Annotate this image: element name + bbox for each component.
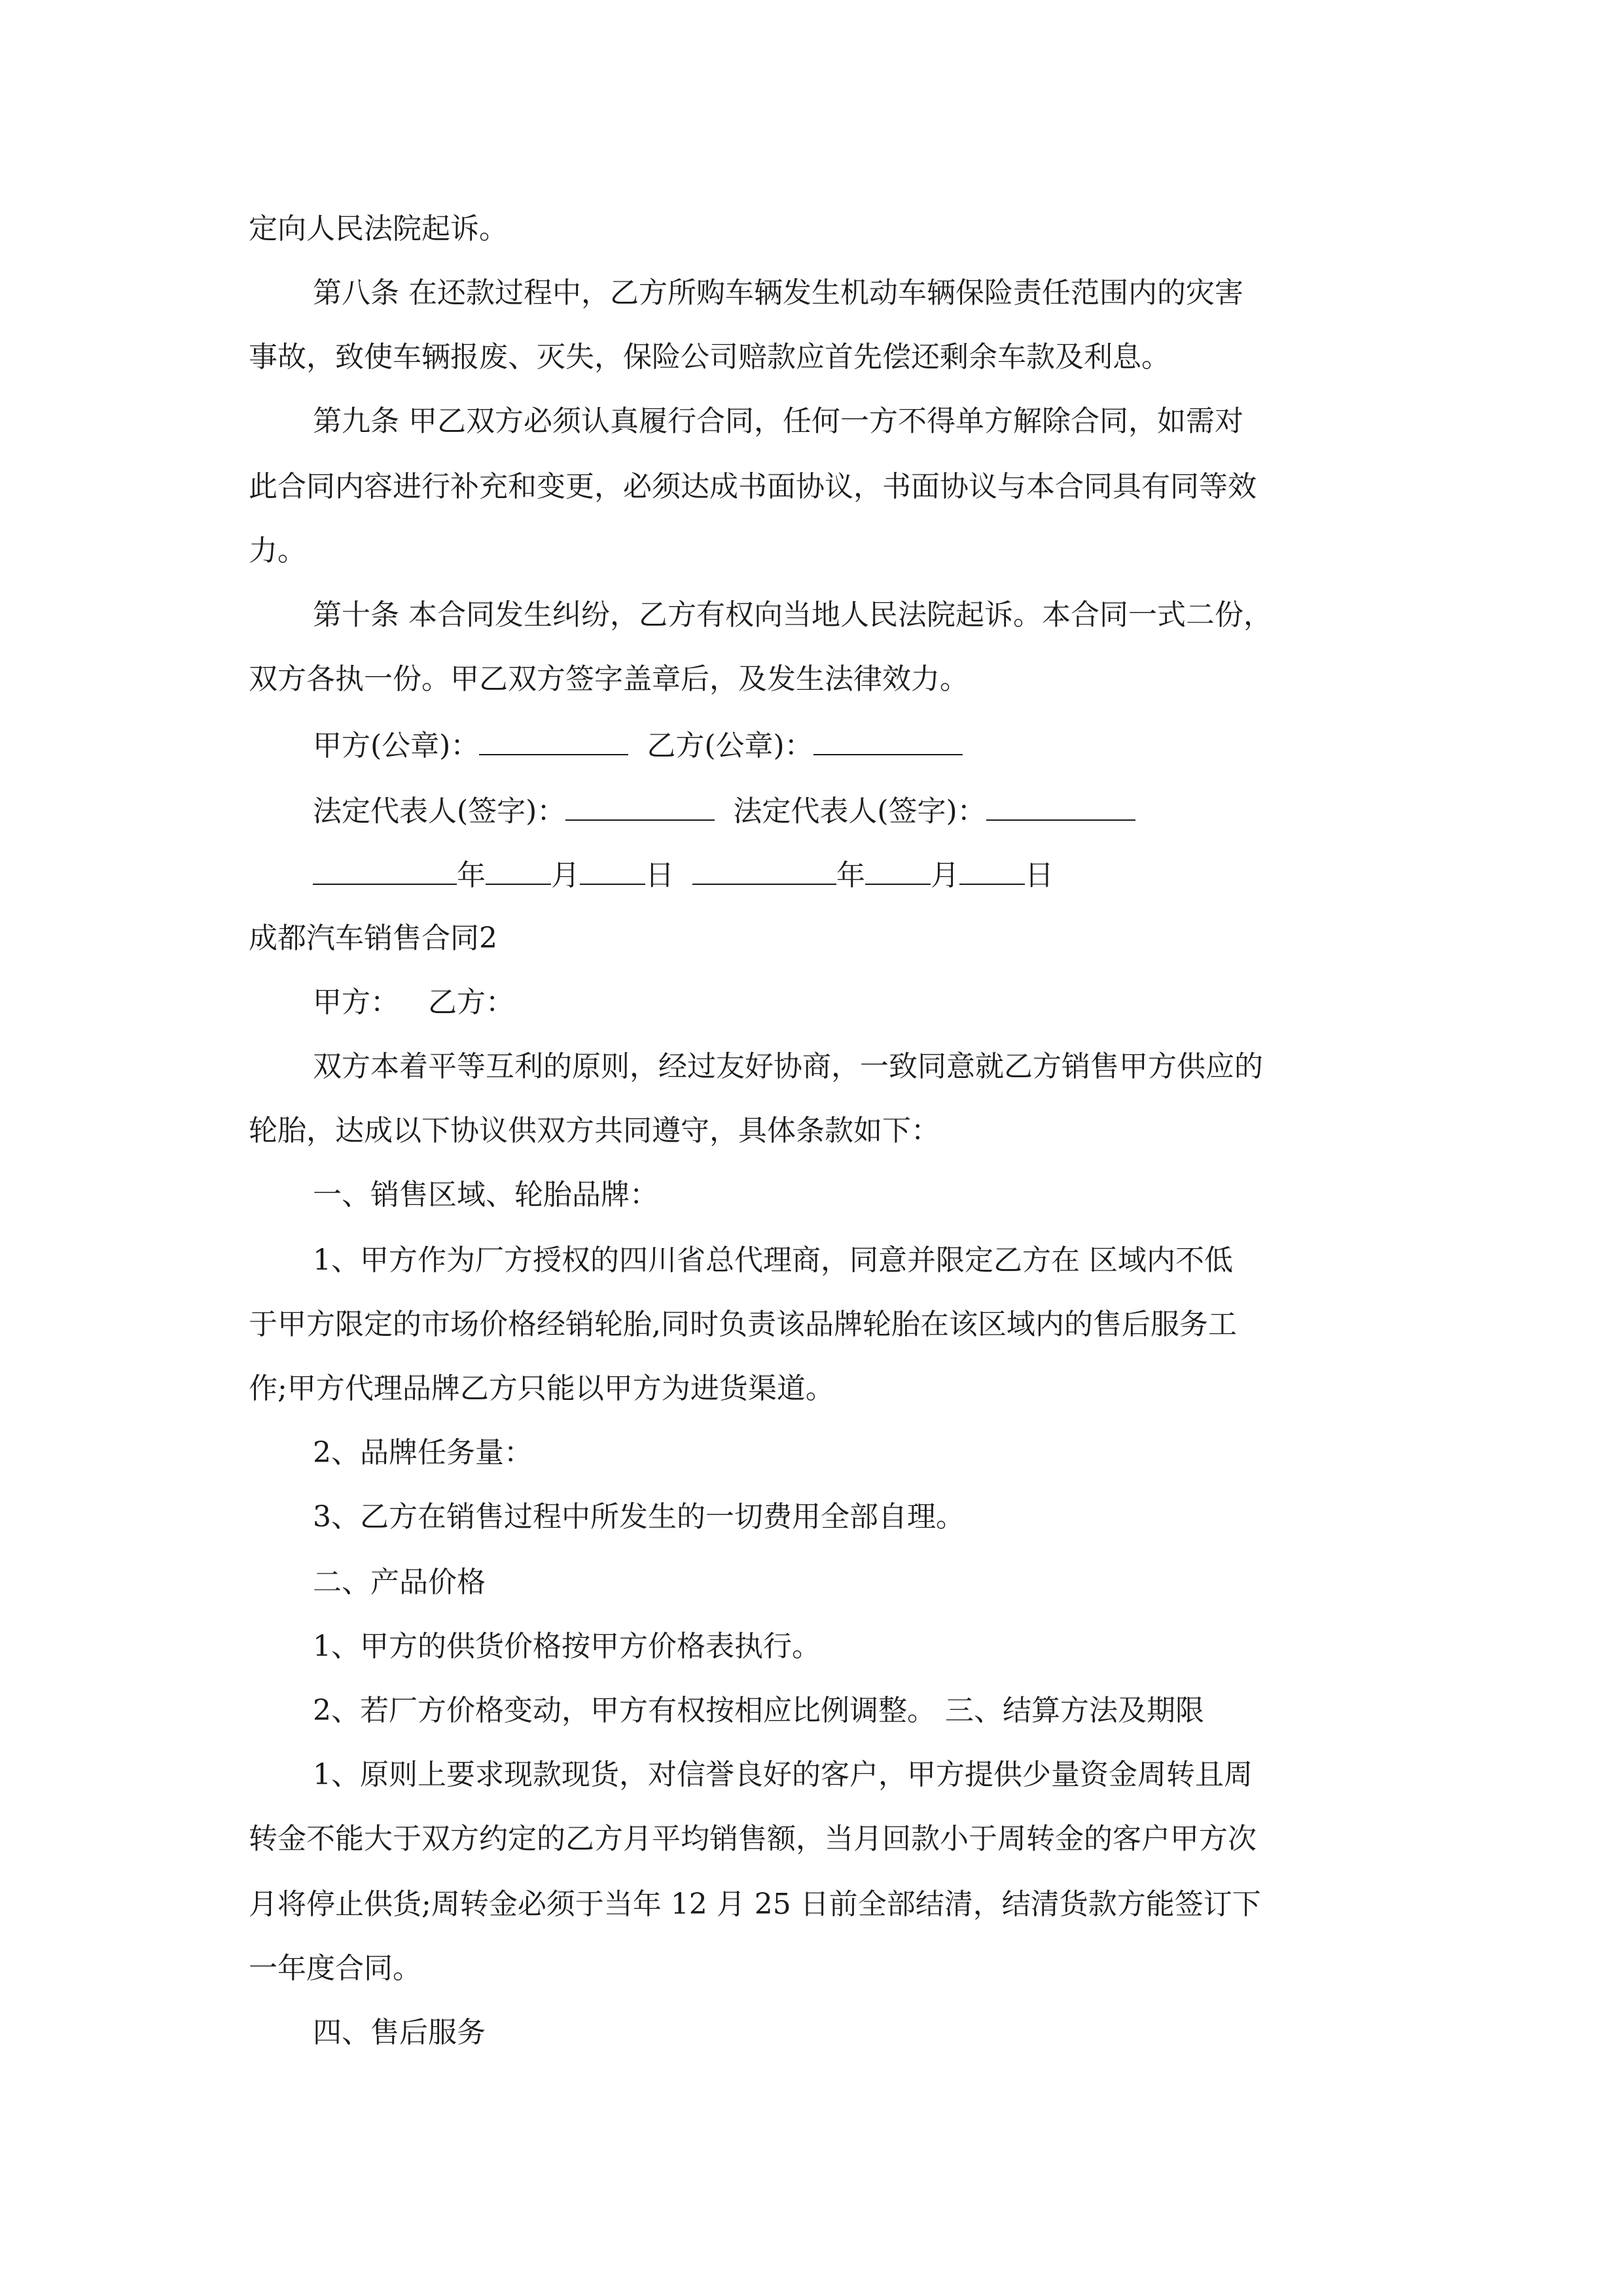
rep-b-blank xyxy=(986,791,1135,821)
text-line: 此合同内容进行补充和变更，必须达成书面协议，书面协议与本合同具有同等效 xyxy=(249,470,1257,503)
text-line: 2、若厂方价格变动，甲方有权按相应比例调整。 三、结算方法及期限 xyxy=(313,1694,1204,1727)
month-b-blank xyxy=(865,855,931,885)
text-line: 转金不能大于双方约定的乙方月平均销售额，当月回款小于周转金的客户甲方次 xyxy=(249,1822,1257,1856)
rep-a-blank xyxy=(565,791,715,821)
month-a-label: 月 xyxy=(551,859,580,892)
year-a-label: 年 xyxy=(457,859,486,892)
month-b-label: 月 xyxy=(931,859,959,892)
representative-row xyxy=(313,791,1135,830)
rep-b-label: 法定代表人(签字)： xyxy=(733,795,986,828)
text-line: 1、原则上要求现款现货，对信誉良好的客户，甲方提供少量资金周转且周 xyxy=(313,1758,1253,1791)
text-line: 1、甲方的供货价格按甲方价格表执行。 xyxy=(313,1630,821,1663)
date-row xyxy=(313,855,1054,894)
seal-row xyxy=(313,725,963,764)
month-a-blank xyxy=(486,855,551,885)
section-heading: 二、产品价格 xyxy=(313,1566,486,1599)
day-a-blank xyxy=(580,855,645,885)
party-b-seal-blank xyxy=(813,725,963,755)
year-b-label: 年 xyxy=(836,859,865,892)
year-a-blank xyxy=(313,855,457,885)
text-line: 力。 xyxy=(249,534,306,567)
text-line: 轮胎，达成以下协议供双方共同遵守，具体条款如下： xyxy=(249,1114,940,1147)
parties-row xyxy=(313,984,514,1021)
rep-a-label: 法定代表人(签字)： xyxy=(313,795,566,828)
party-b-seal-label: 乙方(公章)： xyxy=(647,729,813,762)
text-line: 月将停止供货;周转金必须于当年 12 月 25 日前全部结清，结清货款方能签订下 xyxy=(249,1888,1261,1921)
section-heading: 四、售后服务 xyxy=(313,2016,486,2049)
text-line: 一年度合同。 xyxy=(249,1952,421,1985)
party-b-label: 乙方： xyxy=(428,986,514,1019)
article-8-line: 第八条 在还款过程中，乙方所购车辆发生机动车辆保险责任范围内的灾害 xyxy=(313,276,1243,310)
text-line: 双方各执一份。甲乙双方签字盖章后，及发生法律效力。 xyxy=(249,662,969,696)
year-b-blank xyxy=(692,855,836,885)
party-a-seal-label: 甲方(公章)： xyxy=(313,729,480,762)
day-b-label: 日 xyxy=(1025,859,1054,892)
text-line: 3、乙方在销售过程中所发生的一切费用全部自理。 xyxy=(313,1500,965,1534)
text-line: 作;甲方代理品牌乙方只能以甲方为进货渠道。 xyxy=(249,1372,834,1405)
day-a-label: 日 xyxy=(645,859,674,892)
party-a-label: 甲方： xyxy=(313,986,399,1019)
article-9-line: 第九条 甲乙双方必须认真履行合同，任何一方不得单方解除合同，如需对 xyxy=(313,404,1243,438)
text-line: 定向人民法院起诉。 xyxy=(249,212,508,245)
section-heading: 一、销售区域、轮胎品牌： xyxy=(313,1178,658,1211)
contract-title: 成都汽车销售合同2 xyxy=(249,922,497,955)
text-line: 1、甲方作为厂方授权的四川省总代理商，同意并限定乙方在 区域内不低 xyxy=(313,1244,1233,1277)
party-a-seal-blank xyxy=(479,725,628,755)
text-line: 2、品牌任务量： xyxy=(313,1436,533,1469)
text-line: 双方本着平等互利的原则，经过友好协商，一致同意就乙方销售甲方供应的 xyxy=(313,1050,1263,1083)
text-line: 于甲方限定的市场价格经销轮胎,同时负责该品牌轮胎在该区域内的售后服务工 xyxy=(249,1308,1237,1341)
day-b-blank xyxy=(959,855,1025,885)
article-10-line: 第十条 本合同发生纠纷，乙方有权向当地人民法院起诉。本合同一式二份， xyxy=(313,598,1272,632)
text-line: 事故，致使车辆报废、灭失，保险公司赔款应首先偿还剩余车款及利息。 xyxy=(249,340,1170,374)
